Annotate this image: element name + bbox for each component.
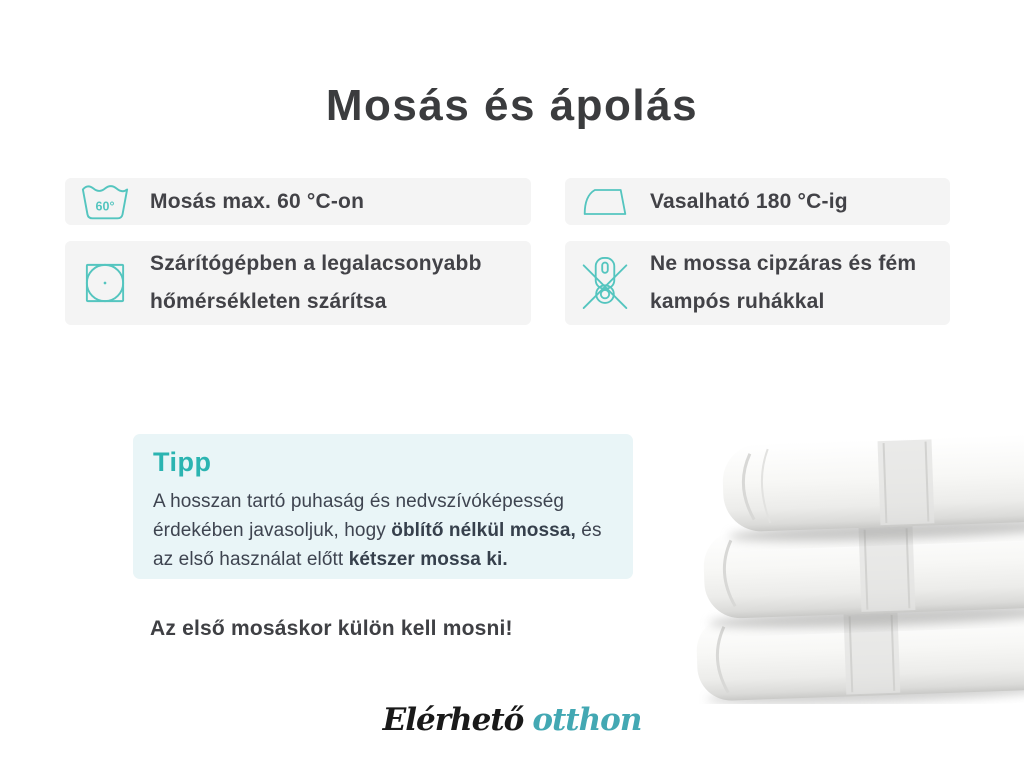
first-wash-note: Az első mosáskor külön kell mosni!	[150, 617, 513, 640]
stacked-towels-photo	[692, 430, 1024, 704]
tip-text-bold-segment: öblítő nélkül mossa,	[391, 520, 576, 541]
tip-heading: Tipp	[153, 447, 212, 477]
tumble-dry-low-icon	[78, 262, 132, 304]
brand-name-accent: otthon	[532, 702, 642, 738]
iron-icon	[578, 183, 632, 221]
care-box-no-zipper	[565, 241, 950, 325]
care-box-tumble-dry-low	[65, 241, 531, 325]
tip-text-bold-segment: kétszer mossa ki.	[348, 549, 508, 570]
tip-box	[133, 434, 633, 579]
care-box-iron-max-180	[565, 178, 950, 225]
wash-basin-60-icon	[78, 181, 132, 223]
care-instruction-label: Szárítógépben a legalacsonyabb hőmérsékleten szárítsa	[150, 252, 482, 313]
wash-temp-label: 60°	[95, 199, 115, 214]
brand-name-primary: Elérhető	[382, 702, 524, 738]
care-box-wash-max-60	[65, 178, 531, 225]
tip-body	[153, 487, 613, 574]
brand-logo	[0, 702, 1024, 738]
care-instruction-label: Vasalható 180 °C-ig	[650, 189, 848, 213]
no-zipper-crossed-icon	[578, 252, 632, 314]
tip-text-segment: A hosszan tartó puhaság és nedvszívóképesség érdekében javasoljuk, hogy	[153, 491, 565, 541]
tip-text-segment: és az első használat előtt	[153, 520, 602, 570]
page-title: Mosás és ápolás	[325, 81, 699, 131]
care-instruction-label: Ne mossa cipzáras és fém kampós ruhákkal	[650, 252, 917, 313]
care-instruction-label: Mosás max. 60 °C-on	[150, 189, 365, 213]
